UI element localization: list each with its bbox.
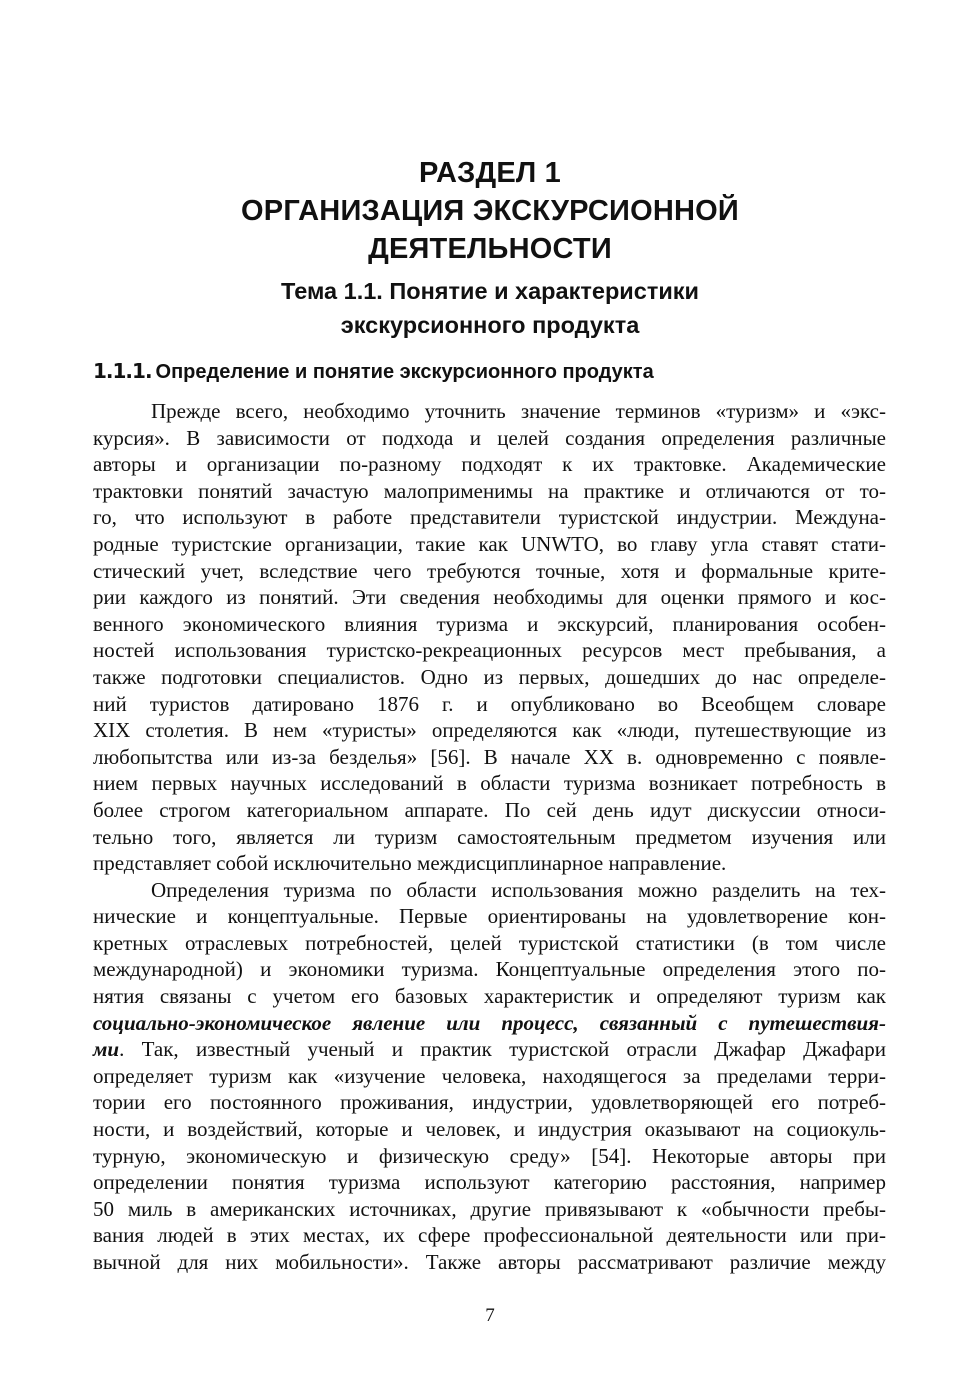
text-line: Определения туризма по области использования можно разделить на тех- <box>151 877 886 902</box>
body-text <box>93 398 886 1276</box>
paragraph-1 <box>93 398 886 877</box>
text-line: определяет туризм как «изучение человека, находящегося за пределами терри- <box>93 1063 886 1088</box>
text-line: вания людей в этих местах, их сфере профессиональной деятельности или при- <box>93 1223 886 1248</box>
emphasis-tail: ми <box>93 1037 120 1062</box>
text-line: трактовки понятий зачастую малоприменимы на практике и отличаются от то- <box>93 478 886 503</box>
text-line: авторы и организации по-разному подходят к их трактовке. Академические <box>93 452 886 477</box>
text-line: ностей использования туристско-рекреационных ресурсов мест пребывания, а <box>93 638 886 663</box>
emphasis-line: социально-экономическое явление или процесс, связанный с путешествия- <box>93 1010 886 1035</box>
subsection-title: Определение и понятие экскурсионного продукта <box>155 361 654 383</box>
text-line: международной) и экономики туризма. Концептуальные определения этого по- <box>93 957 886 982</box>
section-heading <box>0 154 980 268</box>
section-number: РАЗДЕЛ 1 <box>418 157 562 189</box>
theme-title-line2: экскурсионного продукта <box>340 312 640 338</box>
text-line: ности, и воздействий, которые и человек, и индустрия оказывают на социокуль- <box>93 1117 886 1142</box>
subsection-number: 1.1.1. <box>93 359 152 383</box>
text-line: тельно того, является ли туризм самостоятельным предметом изучения или <box>93 824 886 849</box>
text-after-emphasis: . Так, известный ученый и практик туристской отрасли Джафар Джафари <box>119 1037 886 1062</box>
text-line: 50 миль в американских источниках, другие привязывают к «обычности пребы- <box>93 1196 886 1221</box>
text-line: вычной для них мобильности». Также авторы рассматривают различие между <box>93 1250 886 1274</box>
text-line: также подготовки специалистов. Одно из первых, дошедших до нас определе- <box>93 664 886 689</box>
section-title-line1: ОРГАНИЗАЦИЯ ЭКСКУРСИОННОЙ <box>241 195 739 227</box>
text-line: родные туристские организации, такие как UNWTO, во главу угла ставят стати- <box>93 531 886 556</box>
text-line: тории его постоянного проживания, индустрии, удовлетворяющей его потреб- <box>93 1090 886 1115</box>
text-line: го, что используют в работе представители туристской индустрии. Междуна- <box>93 505 886 530</box>
text-line: ний туристов датировано 1876 г. и опубликовано во Всеобщем словаре <box>93 691 886 716</box>
text-line: любопытства или из-за безделья» [56]. В начале XX в. одновременно с появле- <box>93 744 886 769</box>
paragraph-2 <box>93 877 886 1276</box>
text-line: венного экономического влияния туризма и экскурсий, планирования особен- <box>93 611 886 636</box>
text-line: нятия связаны с учетом его базовых характеристик и определяют туризм как <box>93 984 886 1009</box>
subsection-heading <box>93 357 654 386</box>
text-line: рии каждого из понятий. Эти сведения необходимы для оценки прямого и кос- <box>93 585 886 610</box>
theme-title-line1: Тема 1.1. Понятие и характеристики <box>281 278 699 304</box>
text-line: определении понятия туризма используют категорию расстояния, например <box>93 1170 886 1195</box>
theme-heading <box>0 274 980 342</box>
text-line: стический учет, вследствие чего требуются точные, хотя и формальные крите- <box>93 558 886 583</box>
text-line: более строгом категориальном аппарате. По сей день идут дискуссии относи- <box>93 797 886 822</box>
text-line: кретных отраслевых потребностей, целей туристской статистики (в том числе <box>93 930 886 955</box>
page-number: 7 <box>485 1305 495 1326</box>
text-line: нические и концептуальные. Первые ориентированы на удовлетворение кон- <box>93 904 886 929</box>
text-line: нием первых научных исследований в области туризма возникает потребность в <box>93 771 886 796</box>
text-line: представляет собой исключительно междисциплинарное направление. <box>93 851 727 876</box>
text-line: XIX столетия. В нем «туристы» определяются как «люди, путешествующие из <box>93 718 886 743</box>
text-line: турную, экономическую и физическую среду» [54]. Некоторые авторы при <box>93 1143 886 1168</box>
text-line: курсия». В зависимости от подхода и целей создания определения различные <box>93 425 886 450</box>
section-title-line2: ДЕЯТЕЛЬНОСТИ <box>368 233 612 265</box>
text-line: Прежде всего, необходимо уточнить значение терминов «туризм» и «экс- <box>151 399 886 423</box>
text-line <box>93 1036 886 1063</box>
